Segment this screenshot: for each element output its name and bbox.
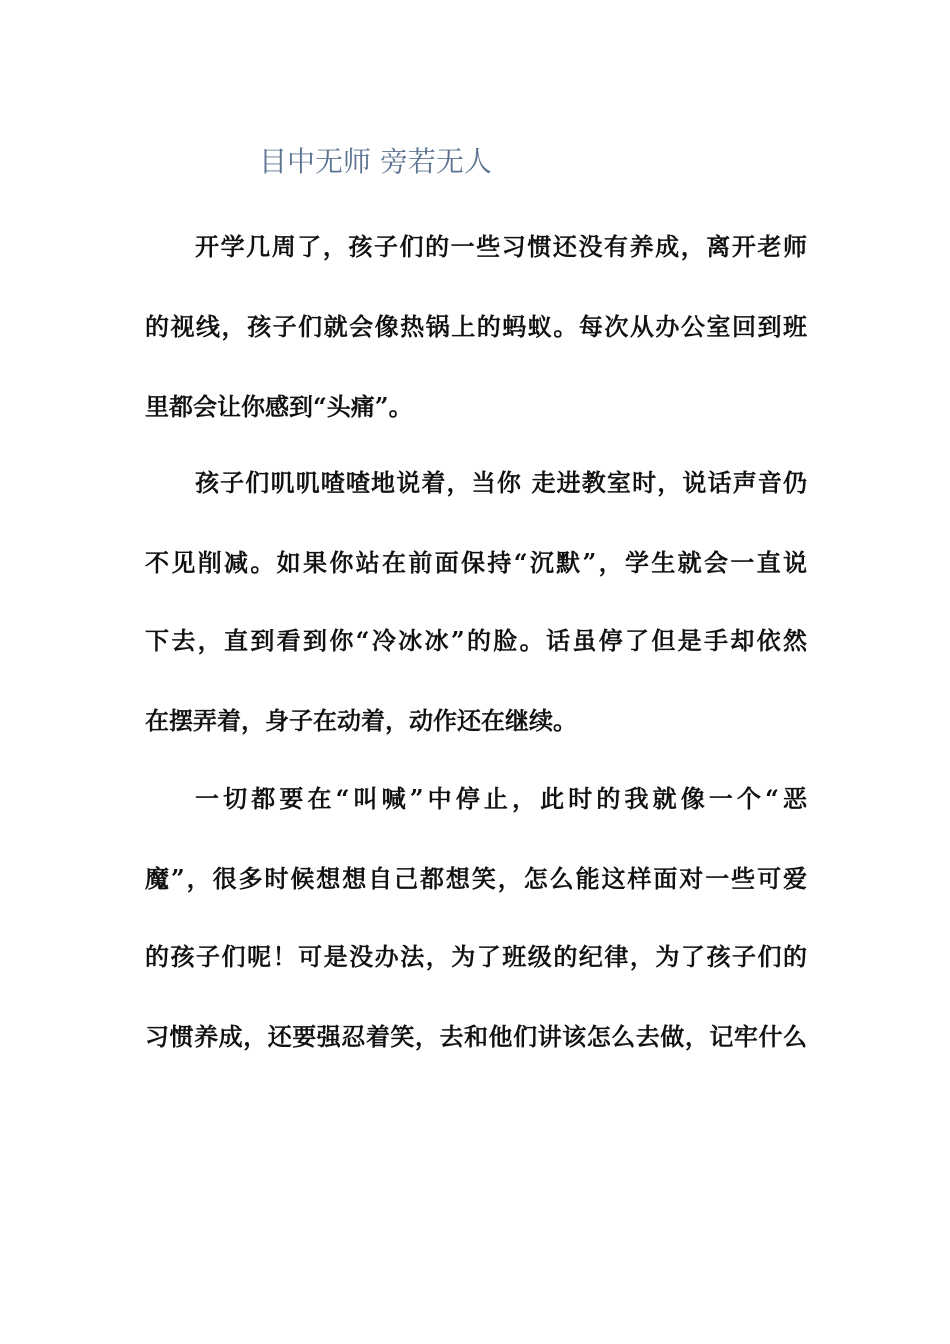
document-title: 目中无师 旁若无人 [259, 145, 492, 178]
paragraph-1-line-1: 开学几周了，孩子们的一些习惯还没有养成，离开老师 [195, 232, 807, 261]
paragraph-3-line-4: 习惯养成，还要强忍着笑，去和他们讲该怎么去做，记牢什么 [145, 1022, 807, 1051]
paragraph-2-line-1: 孩子们叽叽喳喳地说着，当你 走进教室时，说话声音仍 [195, 468, 807, 497]
paragraph-1-line-2: 的视线，孩子们就会像热锅上的蚂蚁。每次从办公室回到班 [145, 312, 807, 341]
paragraph-2-line-4: 在摆弄着，身子在动着，动作还在继续。 [145, 706, 577, 735]
paragraph-1-line-3: 里都会让你感到“头痛”。 [145, 392, 413, 421]
paragraph-3-line-3: 的孩子们呢！可是没办法，为了班级的纪律，为了孩子们的 [145, 942, 807, 971]
paragraph-2-line-2: 不见削减。如果你站在前面保持“沉默”，学生就会一直说 [145, 548, 807, 577]
paragraph-3-line-1: 一切都要在“叫喊”中停止，此时的我就像一个“恶 [195, 784, 807, 813]
paragraph-2-line-3: 下去，直到看到你“冷冰冰”的脸。话虽停了但是手却依然 [145, 626, 807, 655]
paragraph-3-line-2: 魔”，很多时候想想自己都想笑，怎么能这样面对一些可爱 [145, 864, 807, 893]
